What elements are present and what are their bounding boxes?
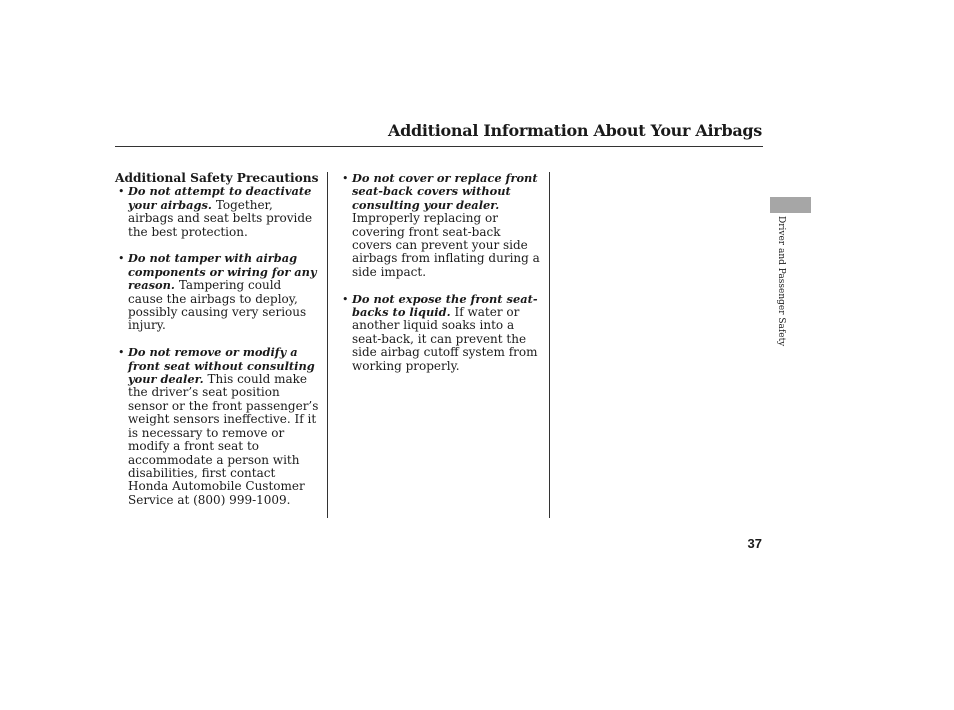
precaution-lead: Do not tamper with airbag components or wiring for any reason. xyxy=(128,251,317,293)
bullet: • xyxy=(118,346,125,360)
column-divider-1 xyxy=(327,172,328,518)
precaution-text: Improperly replacing or covering front seat-back covers can prevent your side airbags from inflating during a side impact. xyxy=(352,211,540,279)
section-heading: Additional Safety Precautions xyxy=(115,171,319,185)
middle-column xyxy=(339,172,543,386)
column-divider-2 xyxy=(549,172,550,518)
title-divider xyxy=(115,146,763,147)
precaution-item xyxy=(115,346,319,507)
bullet: • xyxy=(118,252,125,266)
page-number: 37 xyxy=(747,536,762,551)
precaution-lead: Do not attempt to deactivate your airbags. xyxy=(128,184,312,212)
precaution-text: Tampering could cause the airbags to deploy, possibly causing very serious injury. xyxy=(128,278,307,333)
bullet: • xyxy=(342,172,349,185)
bullet: • xyxy=(342,292,349,306)
precaution-item xyxy=(339,293,543,373)
page-title: Additional Information About Your Airbags xyxy=(388,121,762,140)
precaution-lead: Do not cover or replace front seat-back covers without consulting your dealer. xyxy=(352,171,538,212)
section-side-label: Driver and Passenger Safety xyxy=(776,216,786,347)
section-tab-marker xyxy=(770,197,811,213)
precaution-text: If water or another liquid soaks into a seat-back, it can prevent the side airbag cutoff system from working properly. xyxy=(352,305,538,373)
left-column xyxy=(115,172,319,521)
bullet: • xyxy=(118,185,125,199)
precaution-item xyxy=(339,172,543,279)
precaution-item xyxy=(115,185,319,239)
precaution-item xyxy=(115,252,319,332)
precaution-text: Together, airbags and seat belts provide the best protection. xyxy=(128,197,313,239)
precaution-text: This could make the driver’s seat position sensor or the front passenger’s weight sensors ineffective. If it is necessary to remove or modify a front seat to accommodate a person with disabilities, first contact Honda Automobile Customer Service at (800) 999-1009. xyxy=(128,372,319,507)
precaution-lead: Do not remove or modify a front seat without consulting your dealer. xyxy=(128,345,315,387)
precaution-lead: Do not expose the front seat-backs to liquid. xyxy=(352,291,538,320)
